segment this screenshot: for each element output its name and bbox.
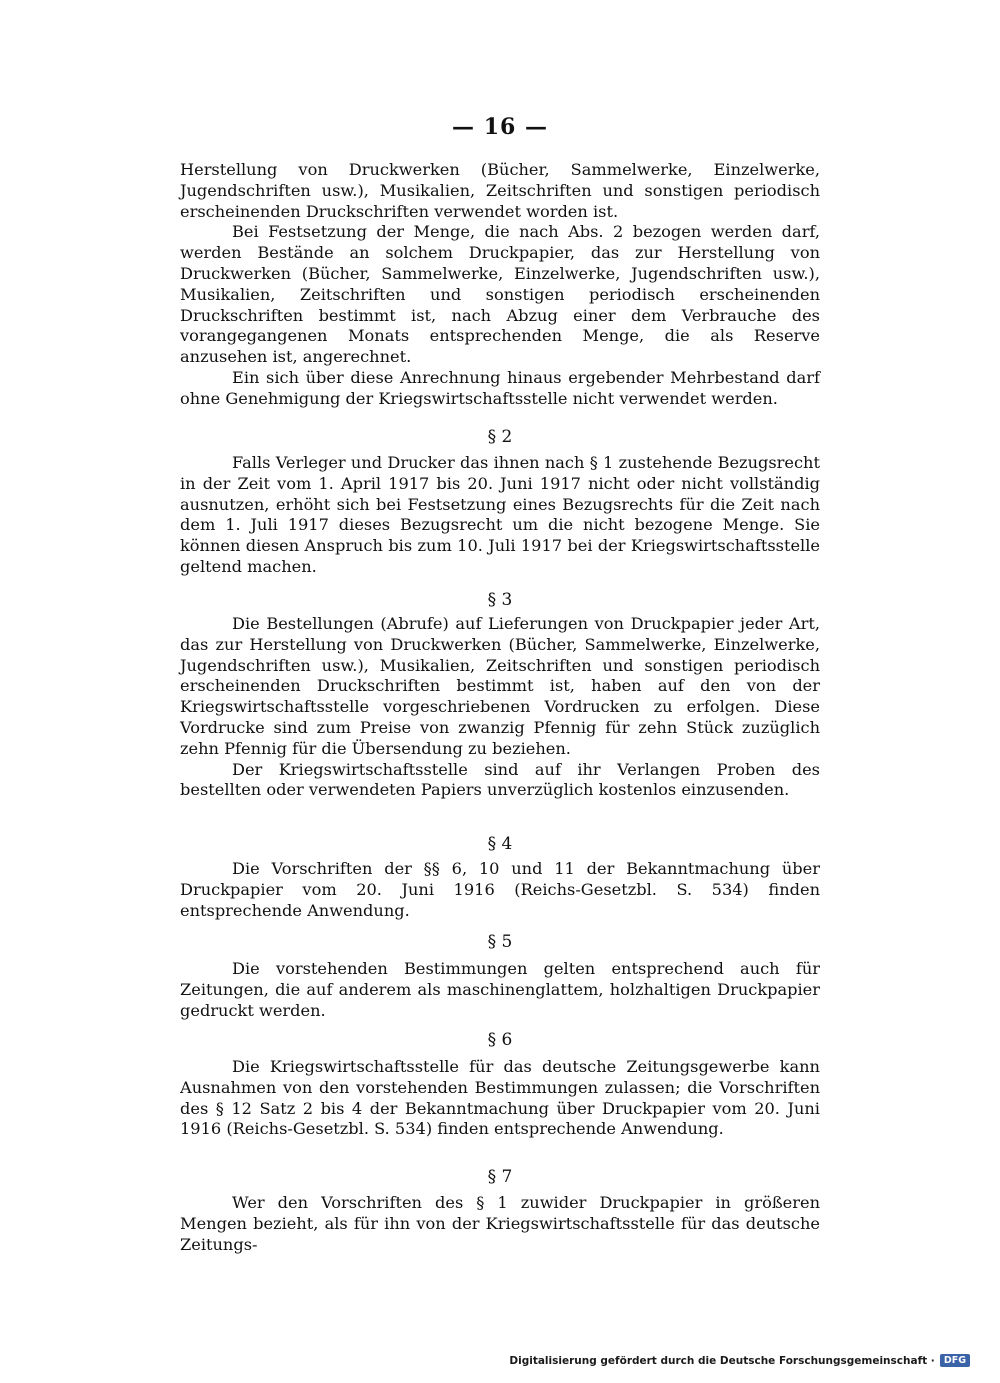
section-3-paragraph-1: Die Bestellungen (Abrufe) auf Lieferungen von Druckpapier jeder Art, das zur Herstellung von Druckwerken (Bücher, Sammelwerke, Einzelwerke, Jugendschriften usw.), Musikalien, Zeitschriften und sonstigen periodisch erscheinenden Druckschriften bestimmt ist, haben auf den von der Kriegswirtschaftsstelle vorgeschriebenen Vordrucken zu erfolgen. Diese Vordrucke sind zum Preise von zwanzig Pfennig für zehn Stück zuzüglich zehn Pfennig für die Übersendung zu beziehen.	[180, 614, 820, 758]
section-5-body	[180, 959, 820, 1021]
intro-block	[180, 160, 820, 410]
section-3-body	[180, 614, 820, 801]
section-4-paragraph: Die Vorschriften der §§ 6, 10 und 11 der Bekanntmachung über Druckpapier vom 20. Juni 1916 (Reichs-Gesetzbl. S. 534) finden entsprechende Anwendung.	[180, 859, 820, 920]
footer-credit	[509, 1354, 970, 1367]
section-2-heading: § 2	[487, 427, 513, 447]
intro-paragraph-1: Herstellung von Druckwerken (Bücher, Sammelwerke, Einzelwerke, Jugendschriften usw.), Musikalien, Zeitschriften und sonstigen periodisch erscheinenden Druckschriften verwendet worden ist.	[180, 160, 820, 221]
section-6-heading: § 6	[487, 1030, 513, 1050]
section-7-heading: § 7	[487, 1167, 513, 1187]
section-5-paragraph: Die vorstehenden Bestimmungen gelten entsprechend auch für Zeitungen, die auf anderem als maschinenglattem, holzhaltigen Druckpapier gedruckt werden.	[180, 959, 820, 1020]
section-3-heading: § 3	[487, 590, 513, 610]
section-2-body	[180, 453, 820, 578]
section-4-body	[180, 859, 820, 921]
section-6-body	[180, 1057, 820, 1140]
intro-paragraph-3: Ein sich über diese Anrechnung hinaus ergebender Mehrbestand darf ohne Genehmigung der Kriegswirtschaftsstelle nicht verwendet werden.	[180, 367, 820, 408]
section-4-heading: § 4	[487, 834, 513, 854]
section-2-paragraph: Falls Verleger und Drucker das ihnen nach § 1 zustehende Bezugsrecht in der Zeit vom 1. April 1917 bis 20. Juni 1917 nicht oder nicht vollständig ausnutzen, erhöht sich bei Festsetzung eines Bezugsrechts für die Zeit nach dem 1. Juli 1917 dieses Bezugsrecht um die nicht bezogene Menge. Sie können diesen Anspruch bis zum 10. Juli 1917 bei der Kriegswirtschaftsstelle geltend machen.	[180, 453, 820, 576]
intro-paragraph-2: Bei Festsetzung der Menge, die nach Abs. 2 bezogen werden darf, werden Bestände an solchem Druckpapier, das zur Herstellung von Druckwerken (Bücher, Sammelwerke, Einzelwerke, Jugendschriften usw.), Musikalien, Zeitschriften und sonstigen periodisch erscheinenden Druckschriften bestimmt ist, nach Abzug einer dem Verbrauche des vorangegangenen Monats entsprechenden Menge, die als Reserve anzusehen ist, angerechnet.	[180, 222, 820, 367]
section-6-paragraph: Die Kriegswirtschaftsstelle für das deutsche Zeitungsgewerbe kann Ausnahmen von den vorstehenden Bestimmungen zulassen; die Vorschriften des § 12 Satz 2 bis 4 der Bekanntmachung über Druckpapier vom 20. Juni 1916 (Reichs-Gesetzbl. S. 534) finden entsprechende Anwendung.	[180, 1057, 820, 1139]
page-number: — 16 —	[452, 114, 548, 140]
section-5-heading: § 5	[487, 932, 513, 952]
section-3-paragraph-2: Der Kriegswirtschaftsstelle sind auf ihr Verlangen Proben des bestellten oder verwendeten Papiers unverzüglich kostenlos einzusenden.	[180, 759, 820, 800]
section-7-paragraph: Wer den Vorschriften des § 1 zuwider Druckpapier in größeren Mengen bezieht, als für ihn von der Kriegswirtschaftsstelle für das deutsche Zeitungs-	[180, 1193, 820, 1254]
section-7-body	[180, 1193, 820, 1255]
dfg-logo-icon: DFG	[940, 1354, 970, 1367]
footer-text: Digitalisierung gefördert durch die Deutsche Forschungsgemeinschaft ·	[509, 1354, 935, 1367]
